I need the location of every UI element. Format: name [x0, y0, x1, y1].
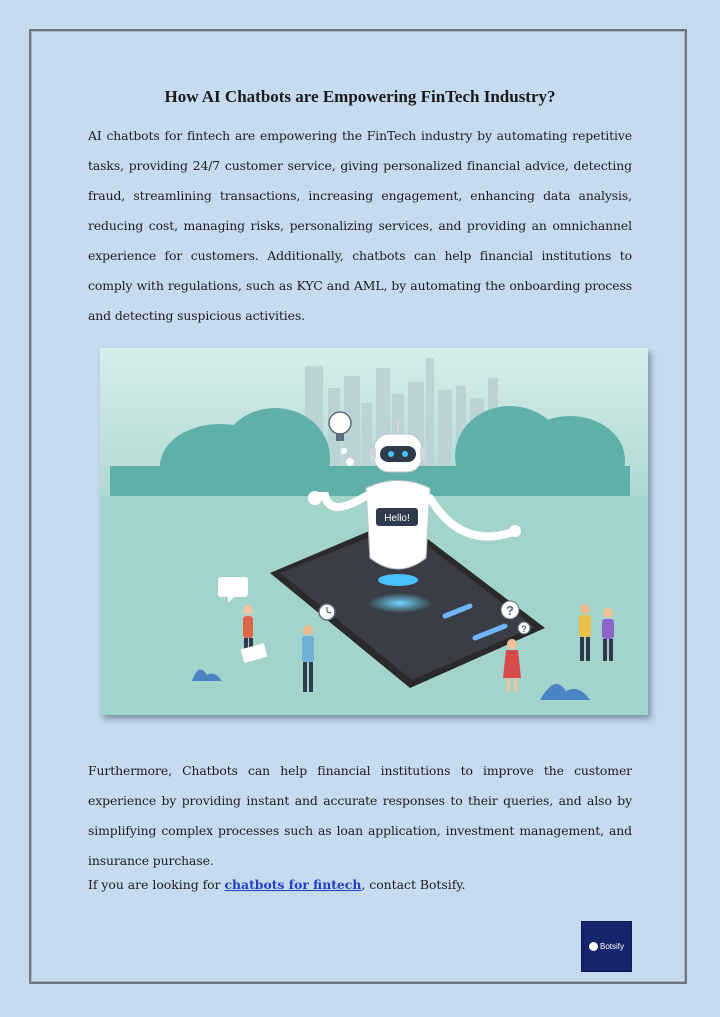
svg-text:?: ?: [521, 624, 527, 634]
page-title: How AI Chatbots are Empowering FinTech Industry?: [164, 87, 556, 106]
logo-text: Botsify: [599, 942, 624, 951]
contact-prefix: If you are looking for: [88, 877, 225, 892]
contact-line: [88, 877, 466, 892]
robot-greeting: Hello!: [384, 513, 410, 524]
chatbot-illustration-svg: [100, 348, 648, 715]
intro-paragraph: AI chatbots for fintech are empowering the FinTech industry by automating repetitive tasks, providing 24/7 customer service, giving personalized financial advice, detecting fraud, streamlining transactions, increasing engagement, enhancing data analysis, reducing cost, managing risks, personalizing services, and providing an omnichannel experience for customers. Additionally, chatbots can help financial institutions to comply with regulations, such as KYC and AML, by automating the onboarding process and detecting suspicious activities.: [88, 128, 632, 323]
svg-text:?: ?: [506, 603, 514, 618]
chatbot-illustration: [100, 348, 648, 715]
logo-dot-icon: [589, 942, 598, 951]
contact-suffix: , contact Botsify.: [361, 877, 466, 892]
botsify-logo[interactable]: [581, 921, 632, 972]
chatbots-for-fintech-link[interactable]: chatbots for fintech: [224, 877, 362, 892]
benefits-paragraph: Furthermore, Chatbots can help financial institutions to improve the customer experience by providing instant and accurate responses to their queries, and also by simplifying complex processes such as loan application, investment management, and insurance purchase.: [88, 763, 632, 868]
clock-icon: [319, 604, 335, 620]
